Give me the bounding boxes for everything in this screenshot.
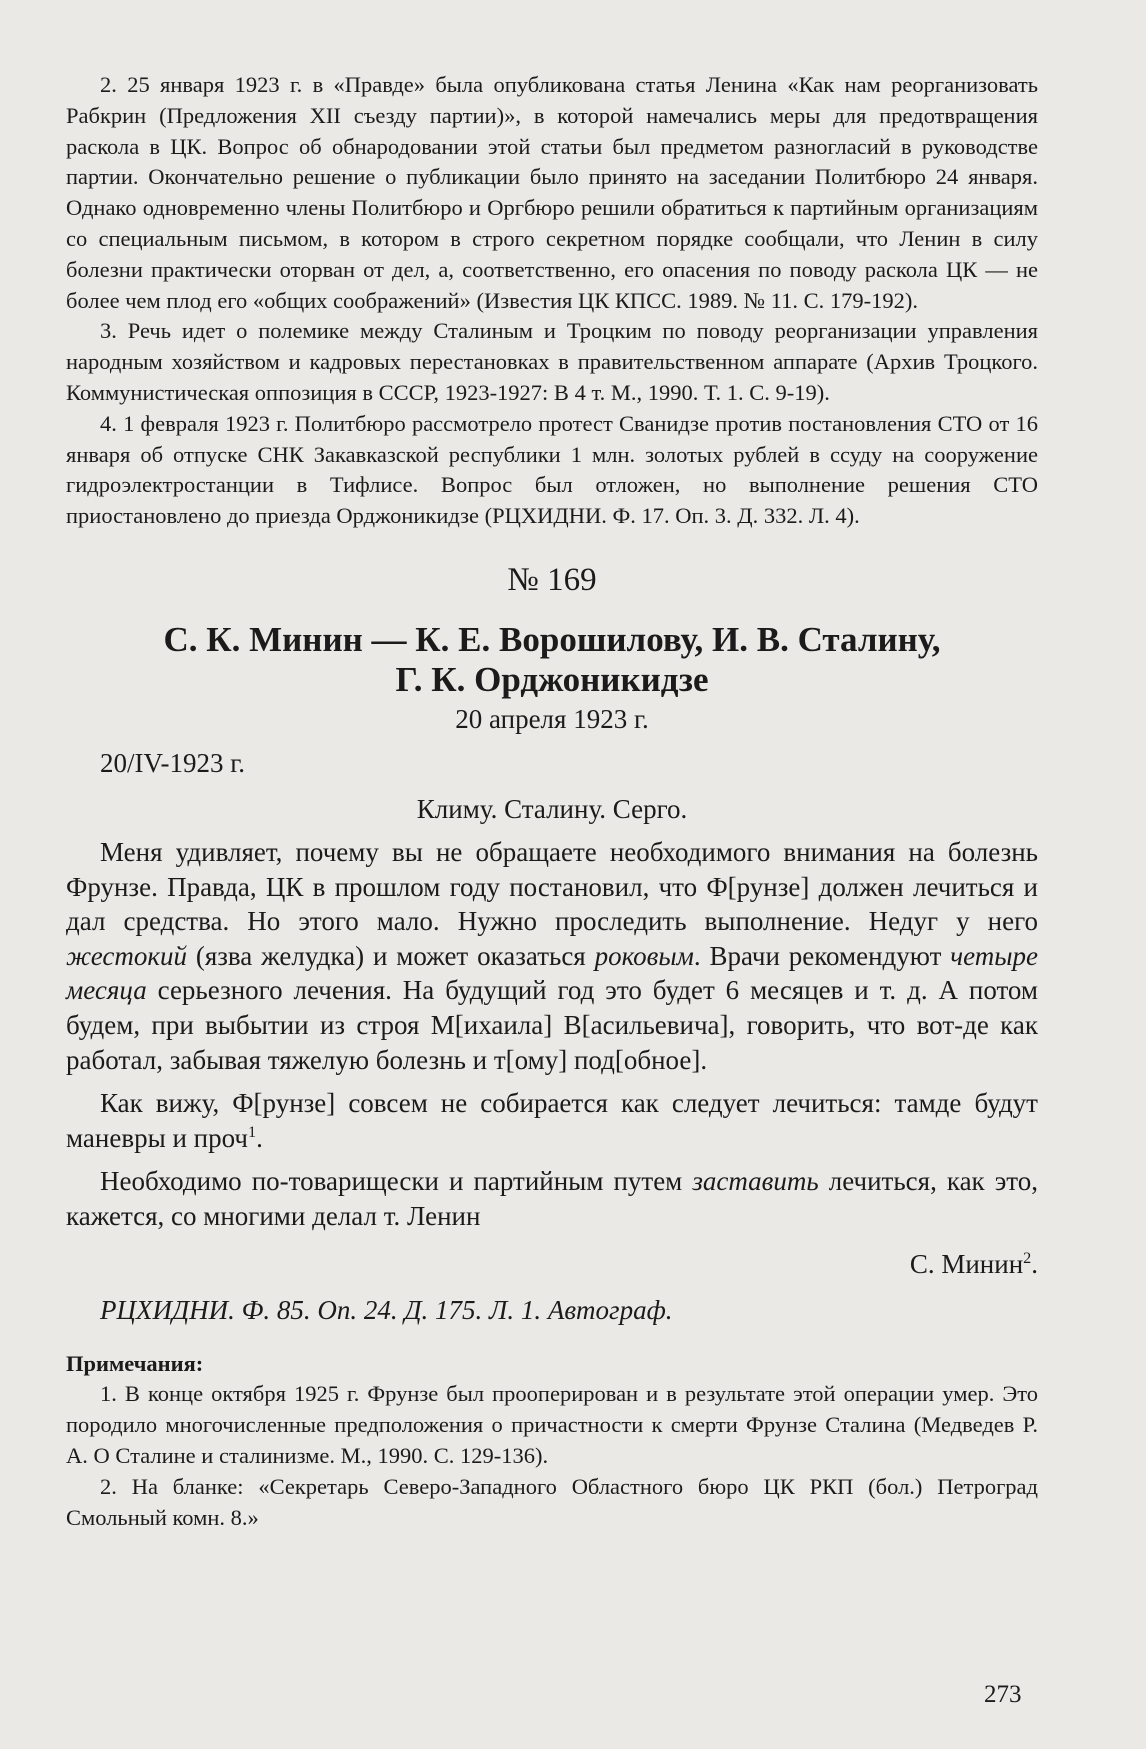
notes-list [66, 1379, 1038, 1533]
document-title-line-1: С. К. Минин — К. Е. Ворошилову, И. В. Сталину, [163, 619, 941, 659]
prev-note-4: 4. 1 февраля 1923 г. Политбюро рассмотрело протест Сванидзе против постановления СТО от 16 января об отпуске СНК Закавказской республики 1 млн. золотых рублей в ссуду на сооружение гидроэлектростанции в Тифлисе. Вопрос был отложен, но выполнение решения СТО приостановлено до приезда Орджоникидзе (РЦХИДНИ. Ф. 17. Оп. 3. Д. 332. Л. 4). [66, 410, 1038, 529]
emphasis: заставить [692, 1166, 819, 1197]
notes-header: Примечания: [66, 1351, 204, 1377]
letter-paragraph-1 [66, 835, 1038, 1077]
footnote-ref-1: 1 [248, 1122, 257, 1141]
note-2: 2. На бланке: «Секретарь Северо-Западного Областного бюро ЦК РКП (бол.) Петроград Смольный комн. 8.» [66, 1473, 1038, 1530]
emphasis: четыре месяца [66, 940, 1038, 1006]
archive-source: РЦХИДНИ. Ф. 85. Оп. 24. Д. 175. Л. 1. Автограф. [100, 1295, 673, 1326]
page-number: 273 [984, 1681, 1022, 1708]
text-run: . [256, 1122, 263, 1153]
document-title [66, 620, 1038, 700]
note-1: 1. В конце октября 1925 г. Фрунзе был прооперирован и в результате этой операции умер. Это породило многочисленные предположения о причастности к смерти Фрунзе Сталина (Медведев Р. А. О Сталине и сталинизме. М., 1990. С. 129-136). [66, 1381, 1038, 1469]
salutation: Климу. Сталину. Серго. [416, 793, 688, 824]
letter-paragraph-2 [66, 1086, 1038, 1155]
document-date: 20 апреля 1923 г. [455, 703, 649, 734]
letter-paragraph-3 [66, 1164, 1038, 1233]
prev-note-2: 2. 25 января 1923 г. в «Правде» была опубликована статья Ленина «Как нам реорганизовать Рабкрин (Предложения XII съезду партии)», в которой намечались меры для предотвращения раскола в ЦК. Вопрос об обнародовании этой статьи был предметом разногласий в руководстве партии. Окончательно решение о публикации было принято на заседании Политбюро 24 января. Однако одновременно члены Политбюро и Оргбюро решили обратиться к партийным организациям со специальным письмом, в котором в строго секретном порядке сообщали, что Ленин в силу болезни практически оторван от дел, а, соответственно, его опасения по поводу раскола ЦК — не более чем плод его «общих соображений» (Известия ЦК КПСС. 1989. № 11. С. 179-192). [66, 72, 1038, 313]
text-run: . Врачи рекомендуют [693, 940, 951, 971]
letter-date: 20/IV-1923 г. [100, 747, 246, 778]
emphasis: роковым [594, 940, 694, 971]
document-title-line-2: Г. К. Орджоникидзе [395, 659, 709, 699]
text-run: лечиться, как это, кажется, со многими делал т. Ленин [66, 1166, 1038, 1231]
footnote-ref-2: 2 [1023, 1249, 1032, 1268]
text-run: (язва желудка) и может оказаться [187, 940, 595, 971]
text-run: Меня удивляет, почему вы не обращаете необходимого внимания на болезнь Фрунзе. Правда, ЦК в прошлом году постановил, что Ф[рунзе] должен лечиться и дал средства. Но этого мало. Нужно проследить выполнение. Недуг у него [66, 836, 1038, 937]
text-run: Как вижу, Ф[рунзе] совсем не собирается как следует лечиться: тамде будут маневры и проч [66, 1088, 1038, 1153]
signature-name: С. Минин [909, 1249, 1024, 1280]
emphasis: жестокий [66, 940, 187, 971]
text-run: серьезного лечения. На будущий год это будет 6 месяцев и т. д. А потом будем, при выбытии из строя М[ихаила] В[асильевича], говорить, что вот-де как работал, забывая тяжелую болезнь и т[ому] под[обное]. [66, 975, 1038, 1075]
letter-body [66, 835, 1038, 1234]
text-run: Необходимо по-товарищески и партийным путем [100, 1166, 693, 1197]
signature-end: . [1031, 1249, 1038, 1280]
previous-notes [66, 70, 1038, 532]
document-number: № 169 [507, 561, 597, 598]
prev-note-3: 3. Речь идет о полемике между Сталиным и Троцким по поводу реорганизации управления народным хозяйством и кадровых перестановках в правительственном аппарате (Архив Троцкого. Коммунистическая оппозиция в СССР, 1923-1927: В 4 т. М., 1990. Т. 1. С. 9-19). [66, 318, 1038, 405]
signature [66, 1247, 1038, 1281]
page-content [66, 70, 1038, 1533]
